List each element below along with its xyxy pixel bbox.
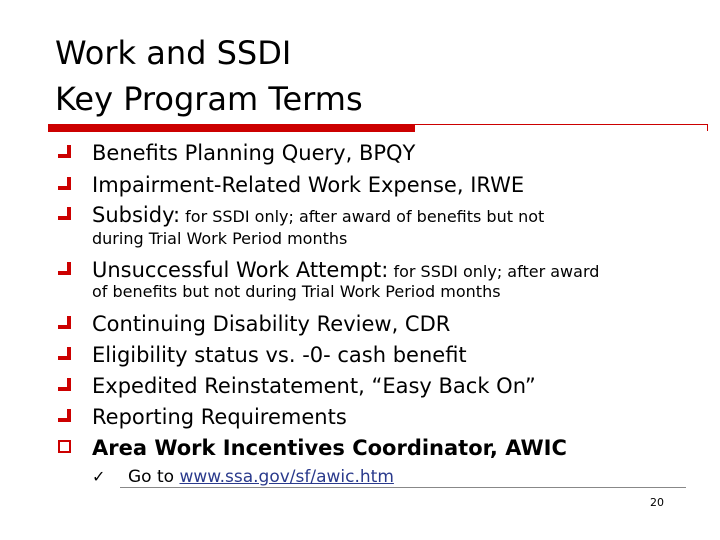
title-line-2: Key Program Terms bbox=[55, 80, 363, 118]
list-item-text: Reporting Requirements bbox=[92, 405, 347, 429]
title-divider bbox=[48, 124, 708, 132]
square-bullet-icon bbox=[58, 316, 71, 329]
list-item-text: Continuing Disability Review, CDR bbox=[92, 312, 451, 336]
list-item-note: for SSDI only; after award of benefits but not bbox=[180, 207, 545, 226]
square-bullet-icon bbox=[58, 378, 71, 391]
list-item-text bbox=[92, 202, 544, 230]
slide-title bbox=[55, 30, 363, 122]
list-item-continuation: of benefits but not during Trial Work Period months bbox=[92, 282, 501, 301]
square-bullet-icon bbox=[58, 207, 71, 220]
divider-thin-segment bbox=[415, 124, 708, 131]
square-bullet-icon bbox=[58, 145, 71, 158]
title-line-1: Work and SSDI bbox=[55, 34, 292, 72]
square-bullet-icon bbox=[58, 409, 71, 422]
sub-list-item-prefix: Go to bbox=[128, 467, 180, 487]
list-item-text: Area Work Incentives Coordinator, AWIC bbox=[92, 436, 567, 460]
list-item-term: Subsidy: bbox=[92, 203, 181, 227]
list-item-text: Eligibility status vs. -0- cash benefit bbox=[92, 343, 467, 367]
sub-list-item-text bbox=[128, 466, 394, 488]
footer-divider bbox=[120, 487, 686, 488]
divider-thick-segment bbox=[48, 124, 415, 132]
awic-link[interactable]: www.ssa.gov/sf/awic.htm bbox=[179, 467, 394, 487]
square-bullet-icon bbox=[58, 347, 71, 360]
list-item-note: for SSDI only; after award bbox=[388, 262, 600, 281]
list-item-text: Impairment-Related Work Expense, IRWE bbox=[92, 173, 525, 197]
list-item-text: Expedited Reinstatement, “Easy Back On” bbox=[92, 374, 536, 398]
square-bullet-icon bbox=[58, 177, 71, 190]
page-number: 20 bbox=[650, 496, 664, 509]
open-square-bullet-icon bbox=[58, 440, 71, 453]
list-item-continuation: during Trial Work Period months bbox=[92, 229, 348, 248]
checkmark-icon: ✓ bbox=[92, 467, 106, 486]
list-item-text: Benefits Planning Query, BPQY bbox=[92, 141, 416, 165]
square-bullet-icon bbox=[58, 262, 71, 275]
list-item-term: Unsuccessful Work Attempt: bbox=[92, 258, 389, 282]
list-item-text bbox=[92, 257, 599, 285]
